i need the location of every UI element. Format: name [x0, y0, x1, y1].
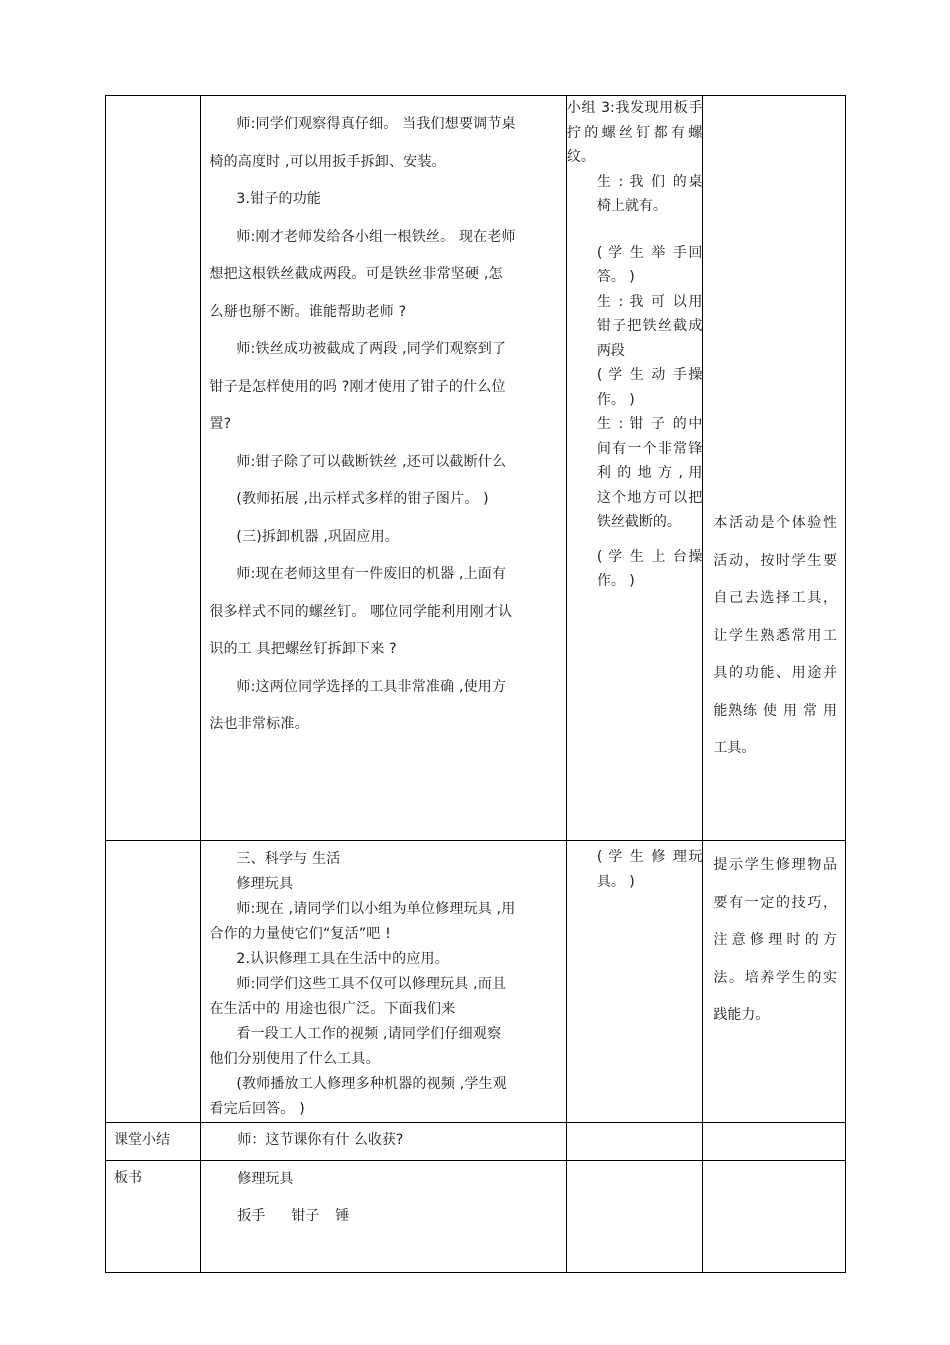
section-heading: 3.钳子的功能 — [236, 191, 322, 207]
teacher-activity-cell — [201, 841, 566, 1123]
teacher-line: 师:刚才老师发给各小组一根铁丝。 现在老师 — [236, 228, 516, 245]
student-response: ( 学 生 修 理玩具。 ) — [596, 849, 703, 890]
design-intent-cell — [703, 96, 846, 841]
table-row — [106, 1161, 846, 1273]
teacher-line: 师:这两位同学选择的工具非常准确 ,使用方 — [236, 678, 507, 695]
student-activity-cell — [566, 1161, 703, 1273]
stage-cell — [106, 96, 201, 841]
teacher-line: 法也非常标准。 — [209, 716, 309, 732]
teacher-line: 钳子是怎样使用的吗 ?刚才使用了钳子的什么位 — [209, 378, 506, 395]
design-intent-cell — [703, 1161, 846, 1273]
teacher-activity-cell — [201, 1123, 566, 1161]
student-response: 小组 3:我发现用板手拧的螺丝钉都有螺纹。 — [566, 100, 703, 165]
student-response: ( 学 生 上 台操作。 ) — [596, 548, 703, 589]
section-heading: 三、科学与 生活 — [236, 851, 341, 867]
table-row — [106, 841, 846, 1123]
teacher-line: 在生活中的 用途也很广泛。下面我们来 — [209, 1001, 456, 1017]
teacher-line: 合作的力量使它们“复活”吧 ! — [209, 926, 391, 942]
teacher-line: 师:现在老师这里有一件废旧的机器 ,上面有 — [236, 566, 507, 582]
student-response: 生 : 我 可 以用钳子把铁丝截成两段 — [596, 293, 703, 359]
design-intent-text: 提示学生修理物品要有一定的技巧，注意修理时的方法。培养学生的实践能力。 — [713, 857, 837, 1023]
summary-question: 师：这节课你有什 么收获? — [237, 1132, 404, 1148]
stage-label: 板书 — [114, 1170, 142, 1186]
teacher-line: 师:同学们观察得真仔细。 当我们想要调节桌 — [236, 116, 516, 132]
subsection-heading: 修理玩具 — [236, 876, 294, 892]
student-activity-cell — [566, 96, 703, 841]
teacher-line: (教师播放工人修理多种机器的视频 ,学生观 — [236, 1076, 507, 1092]
teacher-activity-cell — [201, 96, 566, 841]
teacher-line: 很多样式不同的螺丝钉。 哪位同学能利用刚才认 — [209, 603, 513, 620]
stage-label: 课堂小结 — [114, 1132, 170, 1148]
teacher-line: 置? — [209, 416, 232, 432]
tool-item: 扳手 — [237, 1208, 266, 1224]
teacher-line: 师:钳子除了可以截断铁丝 ,还可以截断什么 — [236, 453, 507, 470]
blackboard-tools — [201, 1198, 565, 1235]
student-response: ( 学 生 动 手操作。 ) — [596, 367, 703, 408]
teacher-line: 看一段工人工作的视频 ,请同学们仔细观察 — [236, 1026, 502, 1042]
student-activity-cell — [566, 841, 703, 1123]
table-row — [106, 1123, 846, 1161]
stage-cell — [106, 1123, 201, 1161]
design-intent-cell — [703, 1123, 846, 1161]
stage-cell — [106, 1161, 201, 1273]
teacher-line: 他们分别使用了什么工具。 — [209, 1051, 380, 1067]
teacher-line: 识的工 具把螺丝钉拆卸下来 ? — [209, 641, 397, 657]
stage-cell — [106, 841, 201, 1123]
teacher-line: 想把这根铁丝截成两段。可是铁丝非常坚硬 ,怎 — [209, 266, 503, 282]
tool-item: 锤 — [335, 1208, 350, 1224]
section-heading: 2.认识修理工具在生活中的应用。 — [236, 951, 449, 967]
teacher-line: 师:铁丝成功被截成了两段 ,同学们观察到了 — [236, 341, 507, 357]
lesson-plan-table — [105, 95, 846, 1273]
student-response: 生 : 我 们 的桌椅上就有。 — [596, 173, 703, 214]
student-response: 生 : 钳 子 的中间有一个非常锋 利 的 地 方 , 用这个地方可以把铁丝截断的。 — [596, 416, 703, 530]
tool-item: 钳子 — [291, 1208, 320, 1224]
blackboard-cell — [201, 1161, 566, 1273]
student-response: ( 学 生 举 手回答。 ) — [596, 244, 703, 285]
teacher-line: 师:现在 ,请同学们以小组为单位修理玩具 ,用 — [236, 901, 516, 917]
design-intent-text: 本活动是个体验性活动，按时学生要自己去选择工具，让学生熟悉常用工具的功能、用途并能熟练 使 用 常 用 工具。 — [713, 515, 837, 756]
student-activity-cell — [566, 1123, 703, 1161]
teacher-line: 椅的高度时 ,可以用扳手拆卸、安装。 — [209, 153, 446, 170]
teacher-line: 师:同学们这些工具不仅可以修理玩具 ,而且 — [236, 976, 507, 992]
design-intent-cell — [703, 841, 846, 1123]
teacher-line: (教师拓展 ,出示样式多样的钳子图片。 ) — [236, 491, 489, 507]
section-heading: (三)拆卸机器 ,巩固应用。 — [236, 528, 399, 545]
teacher-line: 看完后回答。 ) — [209, 1101, 305, 1117]
blackboard-title: 修理玩具 — [237, 1171, 294, 1187]
teacher-line: 么掰也掰不断。谁能帮助老师 ? — [209, 303, 407, 320]
table-row — [106, 96, 846, 841]
